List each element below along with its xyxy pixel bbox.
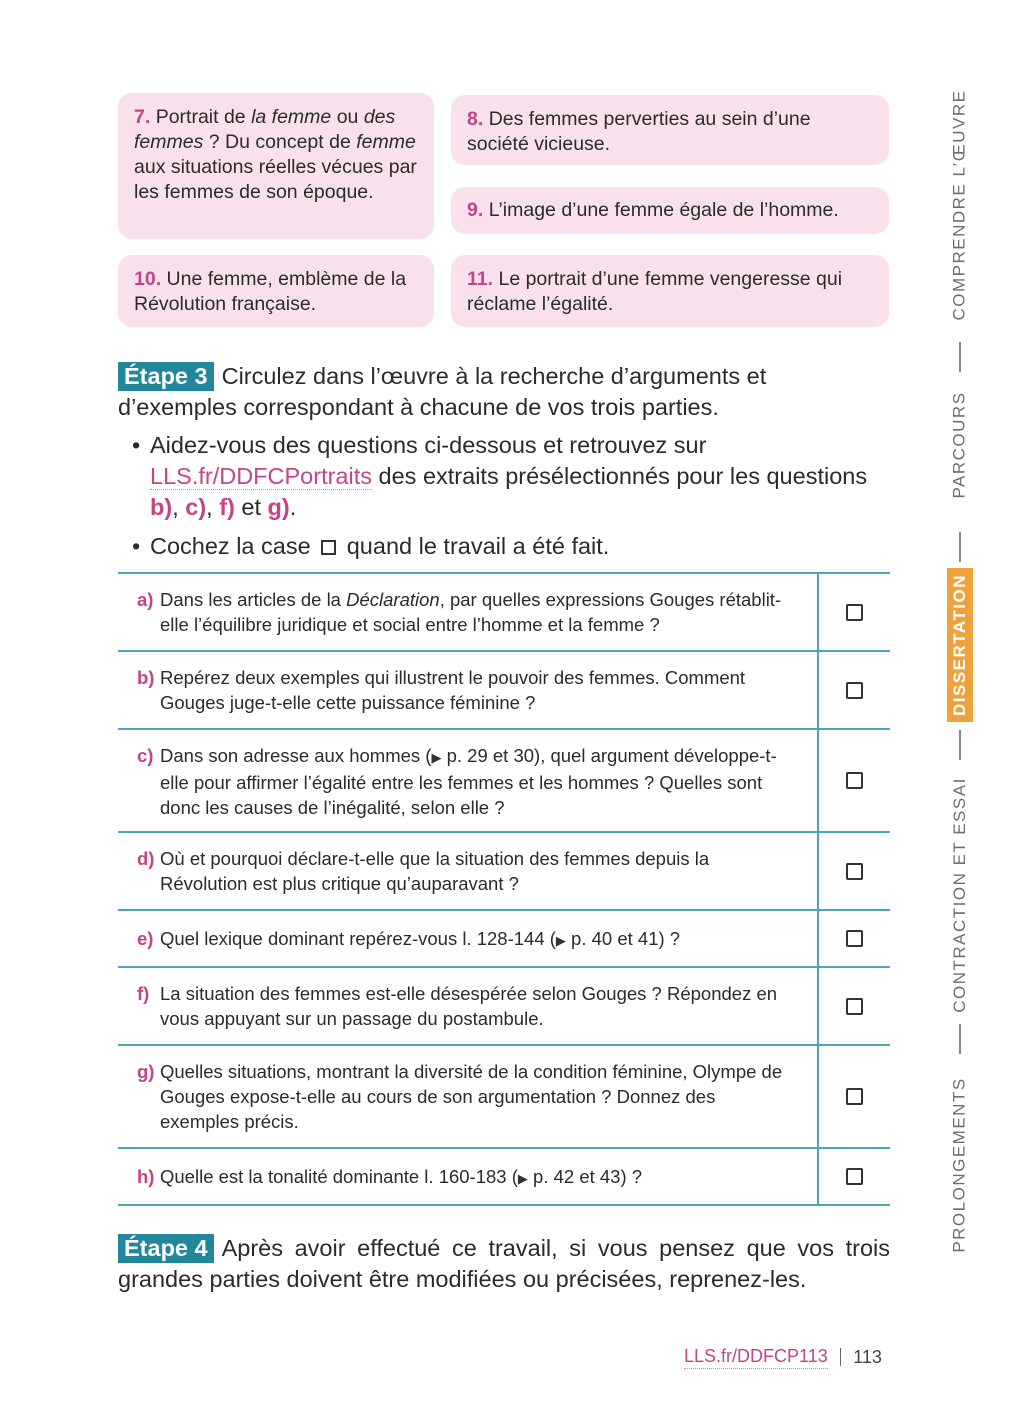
etape-3-badge: Étape 3 — [118, 362, 214, 391]
bullet-item: • Aidez-vous des questions ci-dessous et retrouvez sur LLS.fr/DDFCPortraits des extraits présélectionnés pour les questions b), c), f) et g). — [132, 432, 868, 520]
side-nav-dissertation[interactable]: DISSERTATION — [930, 570, 990, 720]
side-nav-divider — [959, 342, 961, 372]
side-nav-contraction[interactable]: CONTRACTION ET ESSAI — [950, 777, 970, 1013]
table-row — [118, 574, 890, 652]
table-row — [118, 1046, 890, 1149]
question-checkbox[interactable] — [846, 863, 863, 880]
question-checkbox[interactable] — [846, 1168, 863, 1185]
bullet-dot-icon: • — [132, 533, 141, 559]
question-letter: h) — [137, 1166, 155, 1187]
question-checkbox[interactable] — [846, 998, 863, 1015]
question-text: Dans les articles de la Déclaration, par quelles expressions Gouges rétablit-elle l’équilibre juridique et social entre l’homme et la femme ? — [160, 589, 782, 635]
box-item-11: 11. Le portrait d’une femme vengeresse qui réclame l’égalité. — [451, 255, 889, 327]
box-number: 11. — [467, 268, 494, 290]
table-row — [118, 730, 890, 833]
question-text: Où et pourquoi déclare-t-elle que la situation des femmes depuis la Révolution est plus critique qu’auparavant ? — [160, 848, 710, 894]
question-text: Quel lexique dominant repérez-vous l. 128-144 (▶ p. 40 et 41) ? — [160, 928, 681, 949]
question-checkbox[interactable] — [846, 772, 863, 789]
side-nav-comprendre[interactable]: COMPRENDRE L’ŒUVRE — [950, 89, 970, 321]
question-text: La situation des femmes est-elle désespérée selon Gouges ? Répondez en vous appuyant sur un passage du postambule. — [160, 983, 778, 1029]
play-arrow-icon: ▶ — [431, 750, 442, 765]
etape-3-bullets — [132, 430, 872, 570]
question-text: Quelle est la tonalité dominante l. 160-183 (▶ p. 42 et 43) ? — [160, 1166, 643, 1187]
side-nav-divider — [959, 1024, 961, 1054]
question-letter: f) — [137, 983, 150, 1004]
box-number: 7. — [134, 106, 151, 128]
table-row — [118, 833, 890, 911]
page-number: 113 — [853, 1346, 882, 1367]
question-checkbox[interactable] — [846, 930, 863, 947]
question-letter: c) — [137, 745, 154, 766]
checkbox-icon — [321, 540, 336, 555]
etape-4-instruction: Étape 4 Après avoir effectué ce travail, si vous pensez que vos trois grandes parties doivent être modifiées ou précisées, reprenez-les. — [118, 1235, 890, 1292]
question-text: Dans son adresse aux hommes (▶ p. 29 et 30), quel argument développe-t-elle pour affirmer l’égalité entre les femmes et les hommes ? Quelles sont donc les causes de l’inégalité, selon elle ? — [160, 745, 777, 818]
side-nav-prolongements[interactable]: PROLONGEMENTS — [950, 1077, 970, 1253]
etape-4-badge: Étape 4 — [118, 1234, 214, 1263]
question-letter: g) — [137, 1061, 155, 1082]
table-row — [118, 911, 890, 968]
question-letter: e) — [137, 928, 154, 949]
table-row — [118, 652, 890, 730]
etape-3-instruction: Étape 3 Circulez dans l’œuvre à la recherche d’arguments et d’exemples correspondant à chacune de vos trois parties. — [118, 363, 767, 420]
table-row — [118, 968, 890, 1046]
questions-table — [118, 572, 890, 1206]
side-nav-parcours[interactable]: PARCOURS — [950, 391, 969, 499]
question-letter: b) — [137, 667, 155, 688]
question-checkbox[interactable] — [846, 1088, 863, 1105]
question-checkbox[interactable] — [846, 682, 863, 699]
box-item-8: 8. Des femmes perverties au sein d’une société vicieuse. — [451, 95, 889, 165]
question-letter: d) — [137, 848, 155, 869]
side-navigation — [930, 80, 990, 1260]
side-nav-divider — [959, 730, 961, 760]
footer-link[interactable]: LLS.fr/DDFCP113 — [684, 1344, 828, 1369]
bullet-item: • Cochez la case quand le travail a été fait. — [132, 531, 872, 562]
play-arrow-icon: ▶ — [555, 933, 566, 948]
box-number: 9. — [467, 199, 484, 221]
footer-divider — [840, 1348, 842, 1366]
play-arrow-icon: ▶ — [517, 1171, 528, 1186]
question-letter: a) — [137, 589, 154, 610]
bullet-dot-icon: • — [132, 432, 141, 458]
question-text: Quelles situations, montrant la diversité de la condition féminine, Olympe de Gouges expose-t-elle au cours de son argumentation ? Donnez des exemples précis. — [160, 1061, 783, 1132]
portraits-link[interactable]: LLS.fr/DDFCPortraits — [150, 463, 372, 489]
page-footer — [684, 1344, 882, 1369]
box-item-9: 9. L’image d’une femme égale de l’homme. — [451, 187, 889, 234]
question-text: Repérez deux exemples qui illustrent le pouvoir des femmes. Comment Gouges juge-t-elle cette puissance féminine ? — [160, 667, 746, 713]
question-checkbox[interactable] — [846, 604, 863, 621]
box-item-7: 7. Portrait de la femme ou des femmes ? Du concept de femme aux situations réelles vécues par les femmes de son époque. — [118, 93, 434, 239]
box-number: 8. — [467, 108, 484, 130]
side-nav-divider — [959, 532, 961, 562]
box-item-10: 10. Une femme, emblème de la Révolution française. — [118, 255, 434, 327]
table-row — [118, 1149, 890, 1206]
box-number: 10. — [134, 268, 162, 290]
